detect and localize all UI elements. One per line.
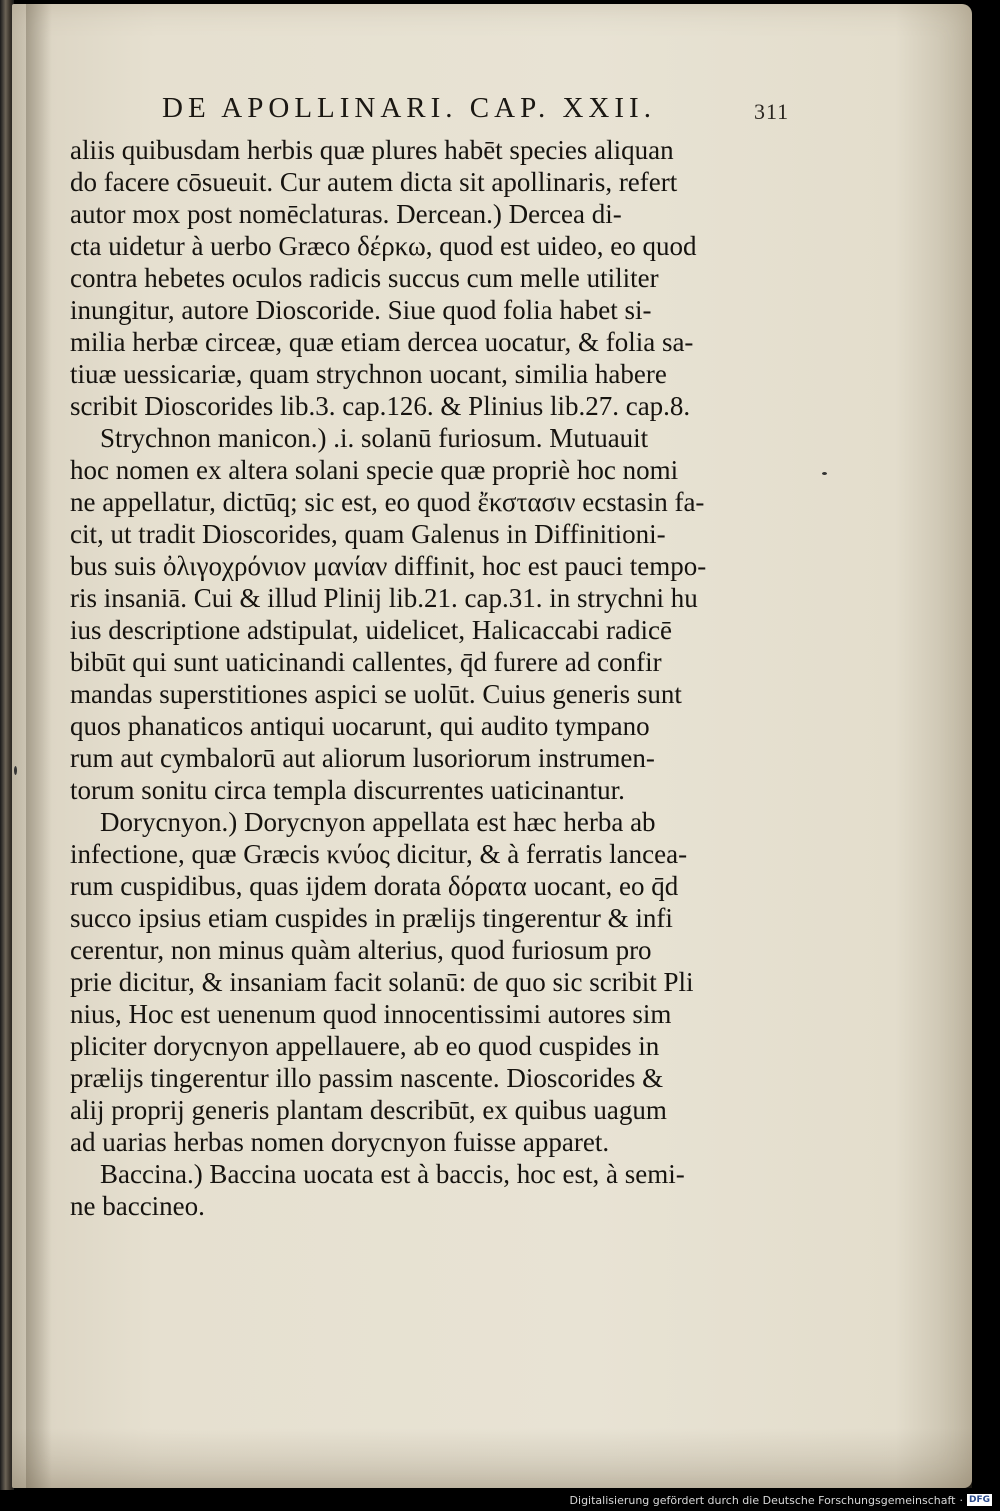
digitization-credit: Digitalisierung gefördert durch die Deutsche Forschungsgemeinschaft · DFG — [569, 1493, 990, 1507]
text-line: alij proprij generis plantam describūt, ex quibus uagum — [70, 1095, 667, 1125]
book-page — [12, 4, 972, 1488]
text-line: aliis quibusdam herbis quæ plures habēt species aliquan — [70, 135, 674, 165]
page-number: 311 — [754, 99, 790, 124]
body-text — [70, 134, 750, 1222]
spine-shadow — [26, 4, 52, 1488]
text-line: mandas superstitiones aspici se uolūt. Cuius generis sunt — [70, 679, 682, 709]
text-line: hoc nomen ex altera solani specie quæ propriè hoc nomi — [70, 455, 679, 485]
text-line: bibūt qui sunt uaticinandi callentes, q̄d furere ad confir — [70, 647, 662, 677]
page-foxing — [12, 1428, 972, 1488]
text-line: cit, ut tradit Dioscorides, quam Galenus in Diffinitioni- — [70, 519, 666, 549]
text-line: rum aut cymbalorū aut aliorum lusoriorum instrumen- — [70, 743, 655, 773]
text-line: rum cuspidibus, quas ijdem dorata δόρατα uocant, eo q̄d — [70, 871, 679, 901]
text-line: pliciter dorycnyon appellauere, ab eo quod cuspides in — [70, 1031, 660, 1061]
text-line: ne appellatur, dictūq; sic est, eo quod ἔκστασιν ecstasin fa- — [70, 487, 705, 517]
text-line: prie dicitur, & insaniam facit solanū: de quo sic scribit Pli — [70, 967, 694, 997]
text-line: ne baccineo. — [70, 1191, 205, 1221]
running-head: DE APOLLINARI. CAP. XXII. — [162, 92, 656, 124]
dfg-logo-icon: DFG — [968, 1495, 990, 1505]
text-line: Strychnon manicon.) .i. solanū furiosum. Mutuauit — [100, 423, 649, 453]
paper-speck — [14, 766, 17, 775]
text-line: infectione, quæ Græcis κνύος dicitur, & à ferratis lancea- — [70, 839, 688, 869]
text-line: contra hebetes oculos radicis succus cum melle utiliter — [70, 263, 659, 293]
text-line: inungitur, autore Dioscoride. Siue quod folia habet si- — [70, 295, 652, 325]
text-line: succo ipsius etiam cuspides in prælijs tingerentur & infi — [70, 903, 673, 933]
text-line: torum sonitu circa templa discurrentes uaticinantur. — [70, 775, 625, 805]
paper-speck — [822, 472, 827, 475]
credit-text: Digitalisierung gefördert durch die Deutsche Forschungsgemeinschaft — [569, 1493, 956, 1507]
text-line: scribit Dioscorides lib.3. cap.126. & Plinius lib.27. cap.8. — [70, 391, 691, 421]
text-line: cta uidetur à uerbo Græco δέρκω, quod est uideo, eo quod — [70, 231, 697, 261]
text-line: prælijs tingerentur illo passim nascente. Dioscorides & — [70, 1063, 664, 1093]
text-line: bus suis ὀλιγοχρόνιον μανίαν diffinit, hoc est pauci tempo- — [70, 551, 707, 581]
text-line: nius, Hoc est uenenum quod innocentissimi autores sim — [70, 999, 672, 1029]
text-line: Baccina.) Baccina uocata est à baccis, hoc est, à semi- — [100, 1159, 685, 1189]
text-line: cerentur, non minus quàm alterius, quod furiosum pro — [70, 935, 652, 965]
text-line: ad uarias herbas nomen dorycnyon fuisse apparet. — [70, 1127, 610, 1157]
text-line: autor mox post nomēclaturas. Dercean.) Dercea di- — [70, 199, 622, 229]
text-line: do facere cōsueuit. Cur autem dicta sit apollinaris, refert — [70, 167, 678, 197]
text-line: milia herbæ circeæ, quæ etiam dercea uocatur, & folia sa- — [70, 327, 694, 357]
text-line: quos phanaticos antiqui uocarunt, qui audito tympano — [70, 711, 650, 741]
text-line: Dorycnyon.) Dorycnyon appellata est hæc herba ab — [100, 807, 656, 837]
text-line: ius descriptione adstipulat, uidelicet, Halicaccabi radicē — [70, 615, 673, 645]
text-line: ris insaniā. Cui & illud Plinij lib.21. cap.31. in strychni hu — [70, 583, 698, 613]
text-line: tiuæ uessicariæ, quam strychnon uocant, similia habere — [70, 359, 667, 389]
